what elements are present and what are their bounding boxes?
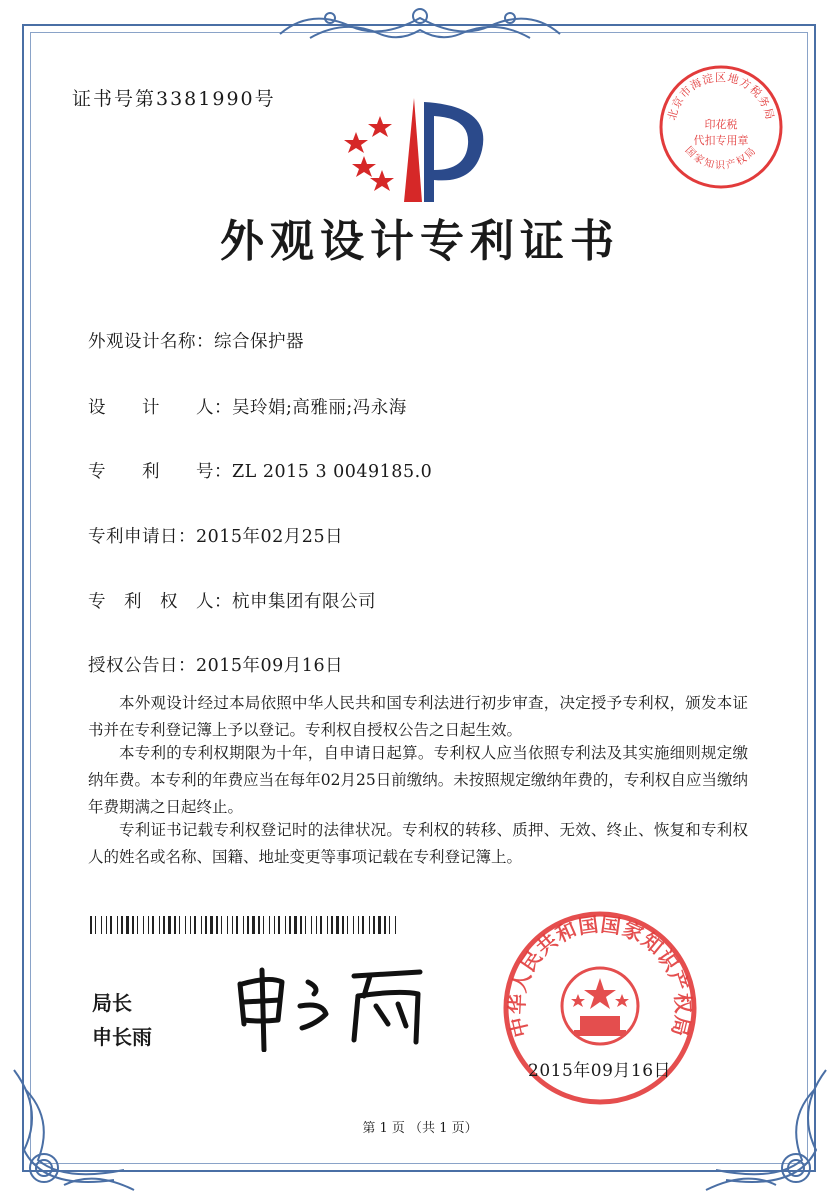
- barcode-bar: [358, 916, 359, 934]
- barcode-bar: [95, 916, 96, 934]
- barcode: [90, 916, 400, 934]
- barcode-bar: [252, 916, 255, 934]
- field-value: 综合保护器: [214, 332, 304, 352]
- barcode-bar: [121, 916, 123, 934]
- barcode-bar: [137, 916, 138, 934]
- barcode-bar: [221, 916, 222, 934]
- barcode-bar: [311, 916, 312, 934]
- field-label: 专利申请日：: [88, 527, 196, 547]
- barcode-bar: [163, 916, 165, 934]
- barcode-bar: [263, 916, 264, 934]
- field-value: 吴玲娟;高雅丽;冯永海: [232, 398, 407, 418]
- barcode-bar: [101, 916, 102, 934]
- barcode-bar: [327, 916, 328, 934]
- barcode-bar: [389, 916, 390, 934]
- patent-office-logo: [342, 92, 502, 202]
- certificate-number: 证书号第3381990号: [72, 88, 276, 110]
- field-value: 2015年02月25日: [196, 527, 344, 547]
- barcode-bar: [194, 916, 196, 934]
- paragraph-review: 本外观设计经过本局依照中华人民共和国专利法进行初步审查，决定授予专利权，颁发本证书并在专利登记簿上予以登记。专利权自授权公告之日起生效。: [88, 694, 748, 739]
- barcode-bar: [347, 916, 348, 934]
- tax-seal-line2: 代扣专用章: [693, 134, 749, 147]
- barcode-bar: [174, 916, 176, 934]
- barcode-bar: [232, 916, 233, 934]
- paragraph-term: 本专利的专利权期限为十年，自申请日起算。专利权人应当依照专利法及其实施细则规定缴纳年费。本专利的年费应当在每年02月25日前缴纳。未按照规定缴纳年费的，专利权自应当缴纳年费期满之日起终止。: [88, 744, 748, 816]
- barcode-bar: [331, 916, 333, 934]
- barcode-bar: [201, 916, 202, 934]
- barcode-bar: [243, 916, 244, 934]
- director-name: 申长雨: [92, 1025, 152, 1049]
- barcode-bar: [247, 916, 249, 934]
- field-label: 专 利 号：: [88, 462, 232, 482]
- barcode-bar: [353, 916, 354, 934]
- svg-text:北京市海淀区地方税务局: [665, 70, 776, 121]
- tax-seal-line1: 印花税: [704, 118, 738, 131]
- office-seal-ring-text: 中华人民共和国国家知识产权局: [504, 912, 696, 1040]
- svg-text:国家知识产权局: [683, 144, 760, 171]
- barcode-bar: [300, 916, 302, 934]
- barcode-bar: [294, 916, 297, 934]
- barcode-bar: [384, 916, 386, 934]
- barcode-bar: [143, 916, 144, 934]
- field-designers: [88, 394, 407, 419]
- barcode-bar: [106, 916, 107, 934]
- barcode-bar: [305, 916, 306, 934]
- barcode-bar: [336, 916, 339, 934]
- tax-seal-bottom-text: 国家知识产权局: [682, 144, 760, 172]
- barcode-bar: [395, 916, 396, 934]
- director-signature: [230, 962, 440, 1052]
- barcode-bar: [316, 916, 317, 934]
- barcode-bar: [117, 916, 118, 934]
- barcode-bar: [152, 916, 154, 934]
- barcode-bar: [236, 916, 238, 934]
- barcode-bar: [148, 916, 149, 934]
- barcode-bar: [342, 916, 344, 934]
- barcode-bar: [285, 916, 286, 934]
- barcode-bar: [90, 916, 92, 934]
- barcode-bar: [185, 916, 186, 934]
- barcode-bar: [289, 916, 291, 934]
- field-label: 授权公告日：: [88, 656, 196, 676]
- field-grant-date: [88, 652, 343, 677]
- barcode-bar: [278, 916, 280, 934]
- field-design-name: [88, 328, 304, 353]
- field-value: 2015年09月16日: [196, 656, 344, 676]
- barcode-bar: [362, 916, 364, 934]
- barcode-bar: [227, 916, 228, 934]
- barcode-bar: [373, 916, 375, 934]
- barcode-bar: [258, 916, 260, 934]
- barcode-bar: [110, 916, 112, 934]
- barcode-bar: [159, 916, 160, 934]
- barcode-bar: [320, 916, 322, 934]
- barcode-bar: [132, 916, 134, 934]
- field-label: 外观设计名称：: [88, 332, 214, 352]
- national-emblem-icon: [562, 968, 638, 1044]
- barcode-bar: [378, 916, 381, 934]
- tax-stamp-seal: [656, 62, 786, 192]
- certificate-title: 外观设计专利证书: [220, 216, 620, 267]
- barcode-bar: [216, 916, 218, 934]
- field-patent-number: [88, 458, 432, 483]
- director-title: 局长: [92, 991, 132, 1015]
- field-value: 杭申集团有限公司: [232, 592, 376, 612]
- barcode-bar: [190, 916, 191, 934]
- barcode-bar: [179, 916, 180, 934]
- barcode-bar: [269, 916, 270, 934]
- field-value: ZL 2015 3 0049185.0: [232, 462, 433, 482]
- top-ornament: [270, 4, 570, 48]
- field-label: 设 计 人：: [88, 398, 232, 418]
- barcode-bar: [274, 916, 275, 934]
- field-label: 专 利 权 人：: [88, 592, 232, 612]
- page-indicator: 第 1 页 （共 1 页）: [362, 1121, 478, 1136]
- paragraph-legal-status: 专利证书记载专利权登记时的法律状况。专利权的转移、质押、无效、终止、恢复和专利权人的姓名或名称、国籍、地址变更等事项记载在专利登记簿上。: [88, 821, 748, 866]
- field-patentee: [88, 588, 376, 613]
- seal-date: 2015年09月16日: [528, 1061, 672, 1081]
- barcode-bar: [369, 916, 370, 934]
- barcode-bar: [168, 916, 171, 934]
- barcode-bar: [205, 916, 207, 934]
- field-application-date: [88, 523, 343, 548]
- barcode-bar: [210, 916, 213, 934]
- tax-seal-ring-text: 北京市海淀区地方税务局: [665, 71, 777, 122]
- barcode-bar: [126, 916, 129, 934]
